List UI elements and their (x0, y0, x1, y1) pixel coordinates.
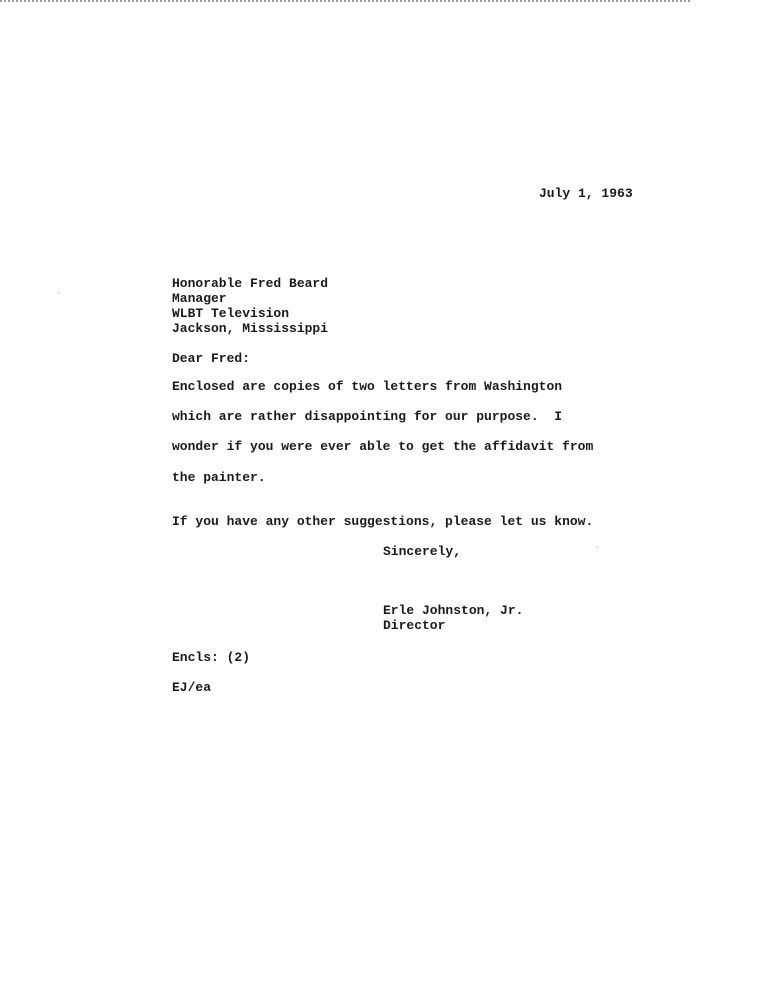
paper-speck (596, 546, 598, 548)
paragraph2: If you have any other suggestions, please let us know. (172, 514, 594, 529)
closing: Sincerely, (383, 544, 462, 559)
paragraph1-line: Enclosed are copies of two letters from Washington (172, 379, 563, 394)
recipient-name: Honorable Fred Beard (172, 276, 329, 291)
paper-speck (58, 292, 60, 294)
paragraph1-line: the painter. (172, 470, 266, 485)
enclosures: Encls: (2) (172, 650, 251, 665)
signer-name: Erle Johnston, Jr. (383, 603, 524, 618)
paragraph1-line: which are rather disappointing for our purpose. I (172, 409, 563, 424)
letter-date: July 1, 1963 (539, 186, 633, 201)
recipient-location: Jackson, Mississippi (172, 321, 329, 336)
salutation: Dear Fred: (172, 351, 251, 366)
recipient-organization: WLBT Television (172, 306, 290, 321)
signer-title: Director (383, 618, 446, 633)
recipient-title: Manager (172, 291, 227, 306)
reference-initials: EJ/ea (172, 680, 212, 695)
paragraph1-line: wonder if you were ever able to get the affidavit from (172, 439, 594, 454)
